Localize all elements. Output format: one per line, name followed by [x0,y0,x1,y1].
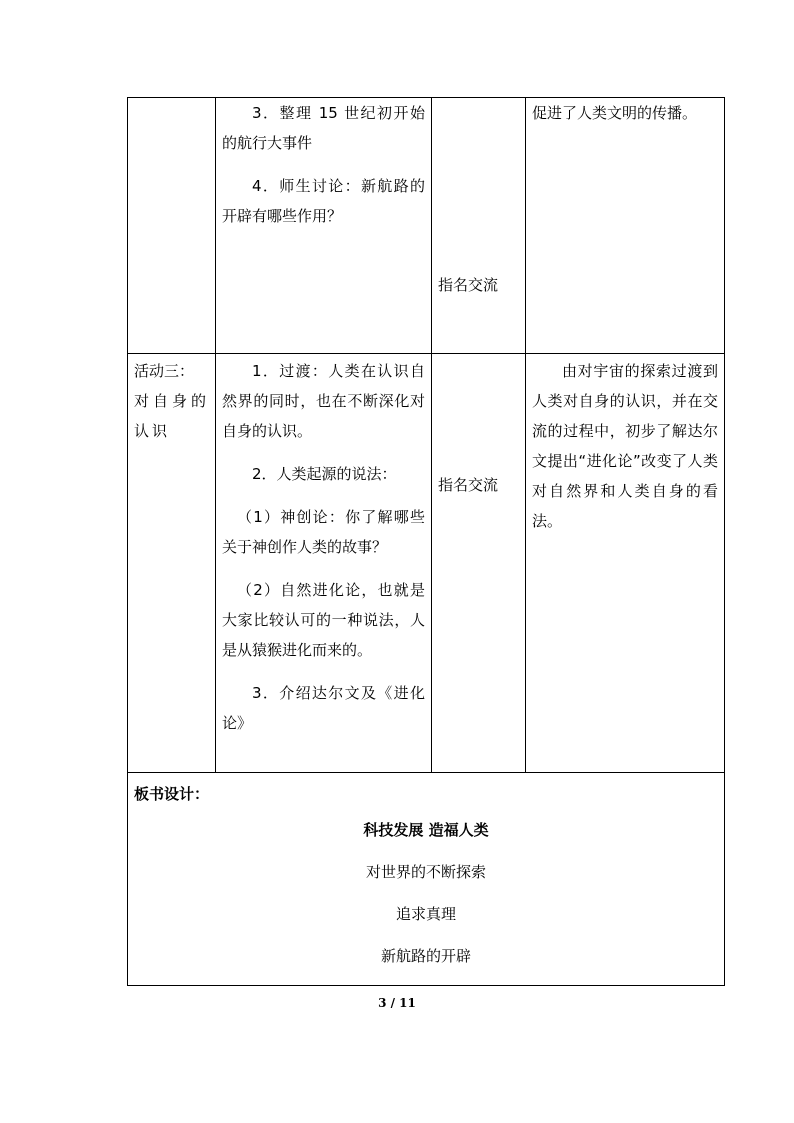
activity-cell [128,98,216,354]
activity-topic: 对自身的认识 [134,392,209,440]
student-cell [432,354,526,773]
table-row [128,98,725,354]
process-step: 2．人类起源的说法： [252,465,397,483]
process-step: 4．师生讨论：新航路的开辟有哪些作用？ [222,177,425,225]
student-activity: 指名交流 [438,476,499,494]
process-step: 1．过渡：人类在认识自然界的同时，也在不断深化对自身的认识。 [222,362,425,440]
board-label: 板书设计： [134,785,210,803]
student-cell [432,98,526,354]
process-step: 3．介绍达尔文及《进化论》 [222,684,425,732]
board-line: 新航路的开辟 [380,947,471,965]
process-step: （1）神创论：你了解哪些关于神创作人类的故事？ [222,508,425,556]
board-line: 追求真理 [395,905,456,923]
student-activity: 指名交流 [438,276,499,294]
board-design-cell [128,773,725,986]
design-intent: 由对宇宙的探索过渡到人类对自身的认识，并在交流的过程中，初步了解达尔文提出“进化论”改变了人类对自然界和人类自身的看法。 [532,362,718,530]
process-cell [216,354,432,773]
process-step: 3．整理 15 世纪初开始的航行大事件 [222,104,425,152]
intent-cell [526,98,725,354]
board-row [128,773,725,986]
table-row [128,354,725,773]
process-step: （2）自然进化论，也就是大家比较认可的一种说法，人是从猿猴进化而来的。 [222,581,425,659]
activity-name: 活动三： [134,362,195,380]
process-cell [216,98,432,354]
intent-cell [526,354,725,773]
board-line: 对世界的不断探索 [365,863,486,881]
design-intent: 促进了人类文明的传播。 [532,104,698,122]
activity-cell [128,354,216,773]
board-title: 科技发展 造福人类 [363,821,489,839]
page-number: 3 / 11 [378,996,416,1010]
lesson-table [127,97,725,986]
